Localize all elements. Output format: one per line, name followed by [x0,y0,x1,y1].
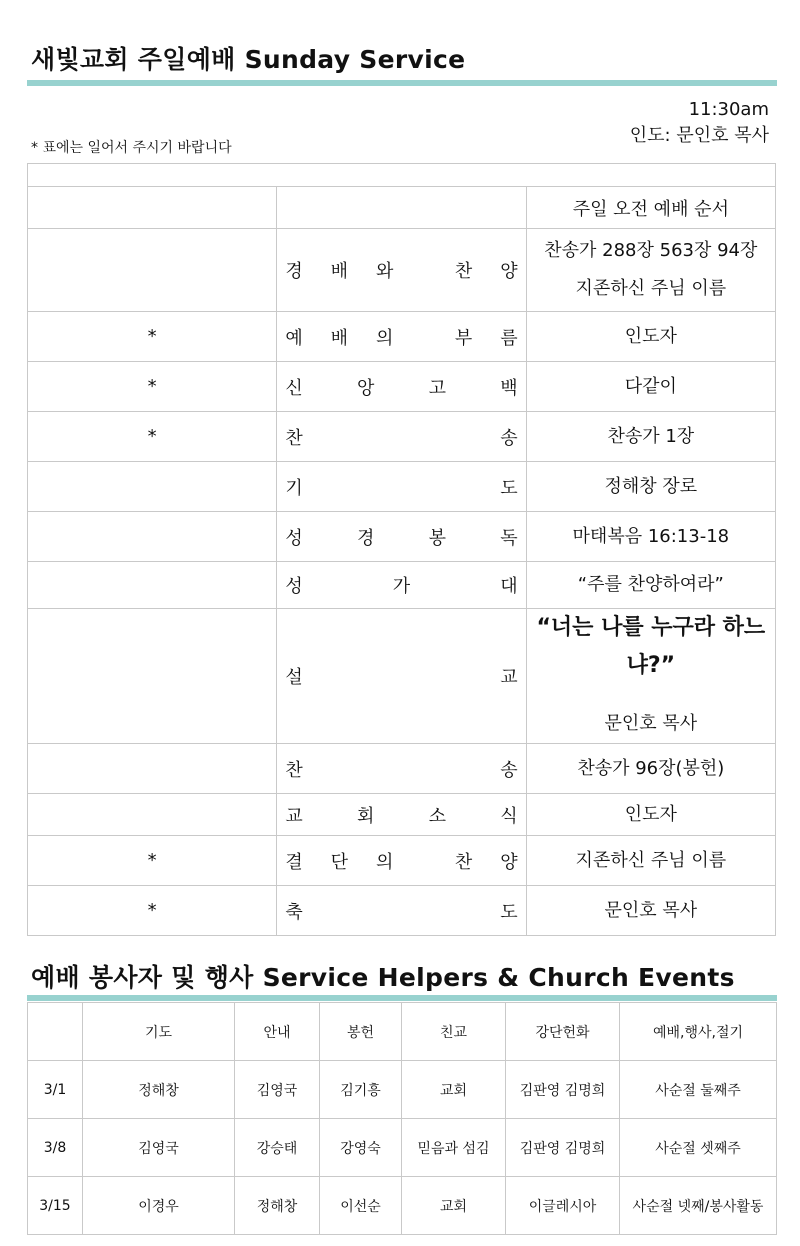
order-item-char [421,324,427,350]
standing-mark [28,512,277,562]
order-item-char: 가 [392,576,411,597]
standing-mark [28,562,277,609]
order-item-name [277,229,526,312]
standing-mark [28,794,277,836]
table-cell: 사순절 셋째주 [620,1119,777,1177]
order-item-content [526,836,775,886]
order-item-char: 신 [285,377,303,399]
order-item-char: 송 [500,759,518,781]
order-item-char: 단 [330,851,349,873]
order-item-char: 앙 [356,377,375,399]
order-item-content [526,886,775,936]
order-item-line: 문인호 목사 [604,899,698,921]
order-heading: 주일 오전 예배 순서 [526,187,775,229]
order-row [28,562,776,609]
order-item-line: 지존하신 주님 이름 [575,278,727,299]
service-time: 11:30am [688,99,769,120]
order-item-char: 설 [285,667,303,688]
helpers-table [27,1002,777,1235]
order-row [28,312,776,362]
order-heading-row [28,187,776,229]
order-row [28,229,776,312]
order-item-name [277,512,526,562]
order-item-char: 배 [330,261,349,282]
order-row [28,886,776,936]
order-item-char: 식 [500,805,518,827]
order-item-char: 성 [285,576,303,597]
order-item-name [277,744,526,794]
table-cell: 김영국 [83,1119,235,1177]
order-item-char: 름 [500,327,518,349]
order-row [28,794,776,836]
table-row [28,1177,777,1235]
order-item-line: 인도자 [624,803,677,825]
order-item-line: 다같이 [624,375,677,397]
order-item-name [277,836,526,886]
date-cell: 3/15 [28,1177,83,1235]
table-cell: 교회 [402,1061,506,1119]
order-item-char: 의 [375,851,394,873]
table-cell: 이글레시아 [506,1177,620,1235]
table-cell: 사순절 넷째/봉사활동 [620,1177,777,1235]
order-item-char: 도 [500,901,518,923]
sermon-title: “너는 나를 누구라 하느냐?” [536,615,766,678]
order-item-content [526,609,775,744]
order-item-char: 찬 [454,851,473,873]
order-row [28,412,776,462]
order-item-name [277,312,526,362]
order-item-line: 정해창 장로 [604,475,698,497]
order-item-char [421,848,427,874]
table-cell: 이선순 [320,1177,402,1235]
standing-mark: * [28,886,277,936]
order-item-content [526,744,775,794]
order-row [28,462,776,512]
order-item-content [526,229,775,312]
order-item-content [526,362,775,412]
order-item-char: 결 [285,851,303,873]
table-cell: 정해창 [83,1061,235,1119]
column-header: 기도 [83,1003,235,1061]
helpers-header-row [28,1003,777,1061]
column-header: 안내 [235,1003,320,1061]
date-cell: 3/8 [28,1119,83,1177]
order-item-char [421,257,427,283]
order-item-line: 문인호 목사 [604,713,698,734]
table-row [28,1061,777,1119]
table-cell: 사순절 둘째주 [620,1061,777,1119]
order-row [28,609,776,744]
order-item-char: 양 [500,851,518,873]
order-item-char: 백 [500,377,518,399]
order-row [28,744,776,794]
standing-mark [28,744,277,794]
standing-mark: * [28,836,277,886]
table-cell: 김판영 김명희 [506,1061,620,1119]
order-item-char: 예 [285,327,303,349]
order-item-line: 인도자 [624,325,677,347]
order-item-char: 봉 [428,527,446,549]
table-cell: 강영숙 [320,1119,402,1177]
order-item-char: 소 [428,805,446,827]
order-item-name [277,609,526,744]
order-item-line: 찬송가 288장 563장 94장 [544,240,758,261]
column-header: 강단헌화 [506,1003,620,1061]
order-item-content [526,512,775,562]
order-item-char: 의 [375,327,394,349]
order-item-char: 교 [285,805,303,827]
order-item-char: 송 [500,427,518,449]
order-row [28,836,776,886]
table-cell: 김기흥 [320,1061,402,1119]
table-spacer-row [28,164,776,187]
order-row [28,512,776,562]
order-item-char: 부 [454,327,473,349]
column-header: 친교 [402,1003,506,1061]
order-item-char: 대 [500,576,518,597]
order-item-line: 마태복음 16:13-18 [572,525,730,547]
service-leader: 인도: 문인호 목사 [629,125,769,146]
table-cell: 정해창 [235,1177,320,1235]
order-item-name [277,562,526,609]
table-cell: 김영국 [235,1061,320,1119]
order-item-char: 경 [356,527,375,549]
helpers-title: 예배 봉사자 및 행사 Service Helpers & Church Events [31,963,735,992]
order-item-content [526,312,775,362]
order-item-char: 회 [356,805,375,827]
page-title: 새빛교회 주일예배 Sunday Service [31,45,466,74]
order-item-char: 양 [500,261,518,282]
standing-mark: * [28,312,277,362]
order-row [28,362,776,412]
date-cell: 3/1 [28,1061,83,1119]
order-item-char: 고 [428,377,446,399]
order-item-name [277,462,526,512]
order-item-char: 축 [285,901,303,923]
column-header: 봉헌 [320,1003,402,1061]
order-item-name [277,412,526,462]
order-item-char: 경 [285,261,303,282]
table-cell: 믿음과 섬김 [402,1119,506,1177]
table-cell: 이경우 [83,1177,235,1235]
table-cell: 교회 [402,1177,506,1235]
standing-mark [28,229,277,312]
standing-mark: * [28,362,277,412]
order-item-name [277,794,526,836]
standing-mark [28,609,277,744]
standing-note: * 표에는 일어서 주시기 바랍니다 [31,140,232,156]
service-order-table [27,163,776,936]
order-item-content [526,412,775,462]
order-item-char: 와 [375,261,394,282]
order-item-content [526,562,775,609]
order-item-char: 찬 [454,261,473,282]
order-item-line: 찬송가 1장 [607,425,695,447]
table-cell: 김판영 김명희 [506,1119,620,1177]
order-item-char: 배 [330,327,349,349]
order-item-char: 독 [500,527,518,549]
title-divider [27,80,777,86]
order-item-name [277,362,526,412]
order-item-char: 성 [285,527,303,549]
order-item-content [526,794,775,836]
order-item-line: 찬송가 96장(봉헌) [577,757,725,779]
table-row [28,1119,777,1177]
table-cell: 강승태 [235,1119,320,1177]
order-item-char: 기 [285,477,303,499]
helpers-divider [27,995,777,1001]
standing-mark: * [28,412,277,462]
order-item-name [277,886,526,936]
column-header [28,1003,83,1061]
standing-mark [28,462,277,512]
order-item-char: 찬 [285,759,303,781]
order-item-line: 지존하신 주님 이름 [575,849,727,871]
order-item-char: 도 [500,477,518,499]
column-header: 예배,행사,절기 [620,1003,777,1061]
service-info [630,97,769,149]
order-item-line: “주를 찬양하여라” [577,574,724,595]
order-item-char: 찬 [285,427,303,449]
order-item-char: 교 [500,667,518,688]
order-item-content [526,462,775,512]
